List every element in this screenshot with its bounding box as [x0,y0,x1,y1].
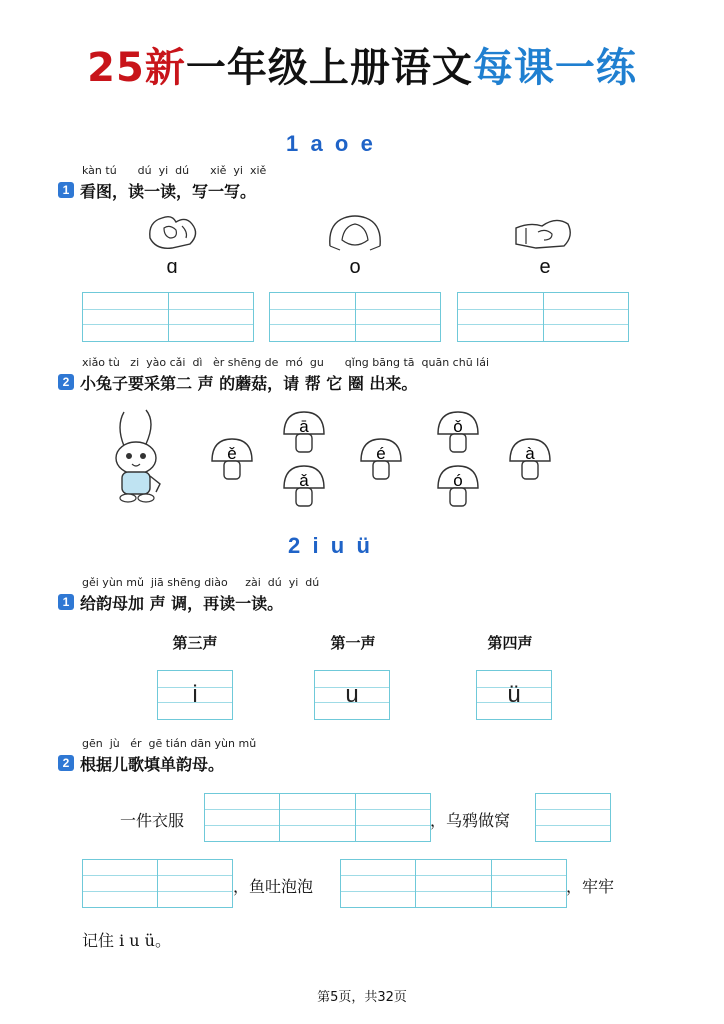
l2q2-number-badge: 2 [58,755,74,771]
rhyme-grid-4[interactable] [340,859,567,908]
mushroom[interactable] [359,437,403,483]
lesson1-heading: 1 a o e [286,131,373,156]
mushroom-letter: ā [299,417,309,436]
rhyme-line2-mid: ，鱼吐泡泡 [233,877,314,896]
letter-e: e [539,256,551,278]
tone-label-fourth: 第四声 [487,634,533,652]
mushroom-letter: ǎ [299,471,309,490]
mushroom[interactable] [436,464,480,510]
mushroom[interactable] [436,410,480,456]
mushroom-letter: ě [227,444,237,463]
l2q2-instruction: 根据儿歌填单韵母。 [80,755,225,774]
tone-box-i[interactable] [157,670,233,720]
mushroom-letter: ǒ [453,417,463,436]
tone-box-u[interactable] [314,670,390,720]
mushroom-letter: à [525,444,535,463]
tone-letter-u: u [345,681,359,708]
writing-grid-a[interactable] [82,292,254,342]
hand-e-icon [512,210,576,256]
tone-label-first: 第一声 [330,634,376,652]
rhyme-line3: 记住 i u ü。 [82,931,171,950]
l2q1-number-badge: 1 [58,594,74,610]
l1q2-pinyin: xiǎo tù zi yào cǎi dì èr shēng de mó gu qǐng bāng tā quān chū lái [82,356,490,369]
letter-o: o [349,256,361,278]
page-title [0,36,724,93]
hand-a-icon [142,208,204,256]
l1q1-instruction: 看图，读一读，写一写。 [80,182,257,201]
l1q1-pinyin: kàn tú dú yi dú xiě yi xiě [82,164,267,177]
rhyme-line2-end: ，牢牢 [566,877,615,896]
mushroom[interactable] [508,437,552,483]
l1q1-number-badge: 1 [58,182,74,198]
l2q1-instruction: 给韵母加 声 调，再读一读。 [80,594,284,613]
tone-letter-v: ü [507,681,521,708]
mushroom[interactable] [210,437,254,483]
mushroom[interactable] [282,464,326,510]
rhyme-grid-2[interactable] [535,793,611,842]
rhyme-line1-mid: ，乌鸦做窝 [430,811,511,830]
title-part-black: 一年级上册语文 [185,45,473,91]
rabbit-icon [106,406,172,506]
tone-letter-i: i [192,681,198,708]
tone-box-v[interactable] [476,670,552,720]
title-part-blue: 每课一练 [472,45,637,91]
writing-grid-e[interactable] [457,292,629,342]
mushroom[interactable] [282,410,326,456]
hand-o-icon [324,210,386,256]
l2q2-pinyin: gēn jù ér gē tián dān yùn mǔ [82,737,257,750]
l1q2-instruction: 小兔子要采第二 声 的蘑菇，请 帮 它 圈 出来。 [80,374,418,393]
tone-label-third: 第三声 [172,634,218,652]
lesson2-heading: 2 i u ü [288,533,370,558]
writing-grid-o[interactable] [269,292,441,342]
title-part-red: 25新 [87,45,186,91]
rhyme-line1-start: 一件衣服 [120,811,185,830]
letter-a: ɑ [166,256,178,278]
page-number: 第5页，共32页 [317,990,407,1005]
mushroom-letter: é [376,444,386,463]
l1q2-number-badge: 2 [58,374,74,390]
rhyme-grid-1[interactable] [204,793,431,842]
rhyme-grid-3[interactable] [82,859,233,908]
mushroom-letter: ó [453,471,463,490]
l2q1-pinyin: gěi yùn mǔ jiā shēng diào zài dú yi dú [82,576,320,589]
